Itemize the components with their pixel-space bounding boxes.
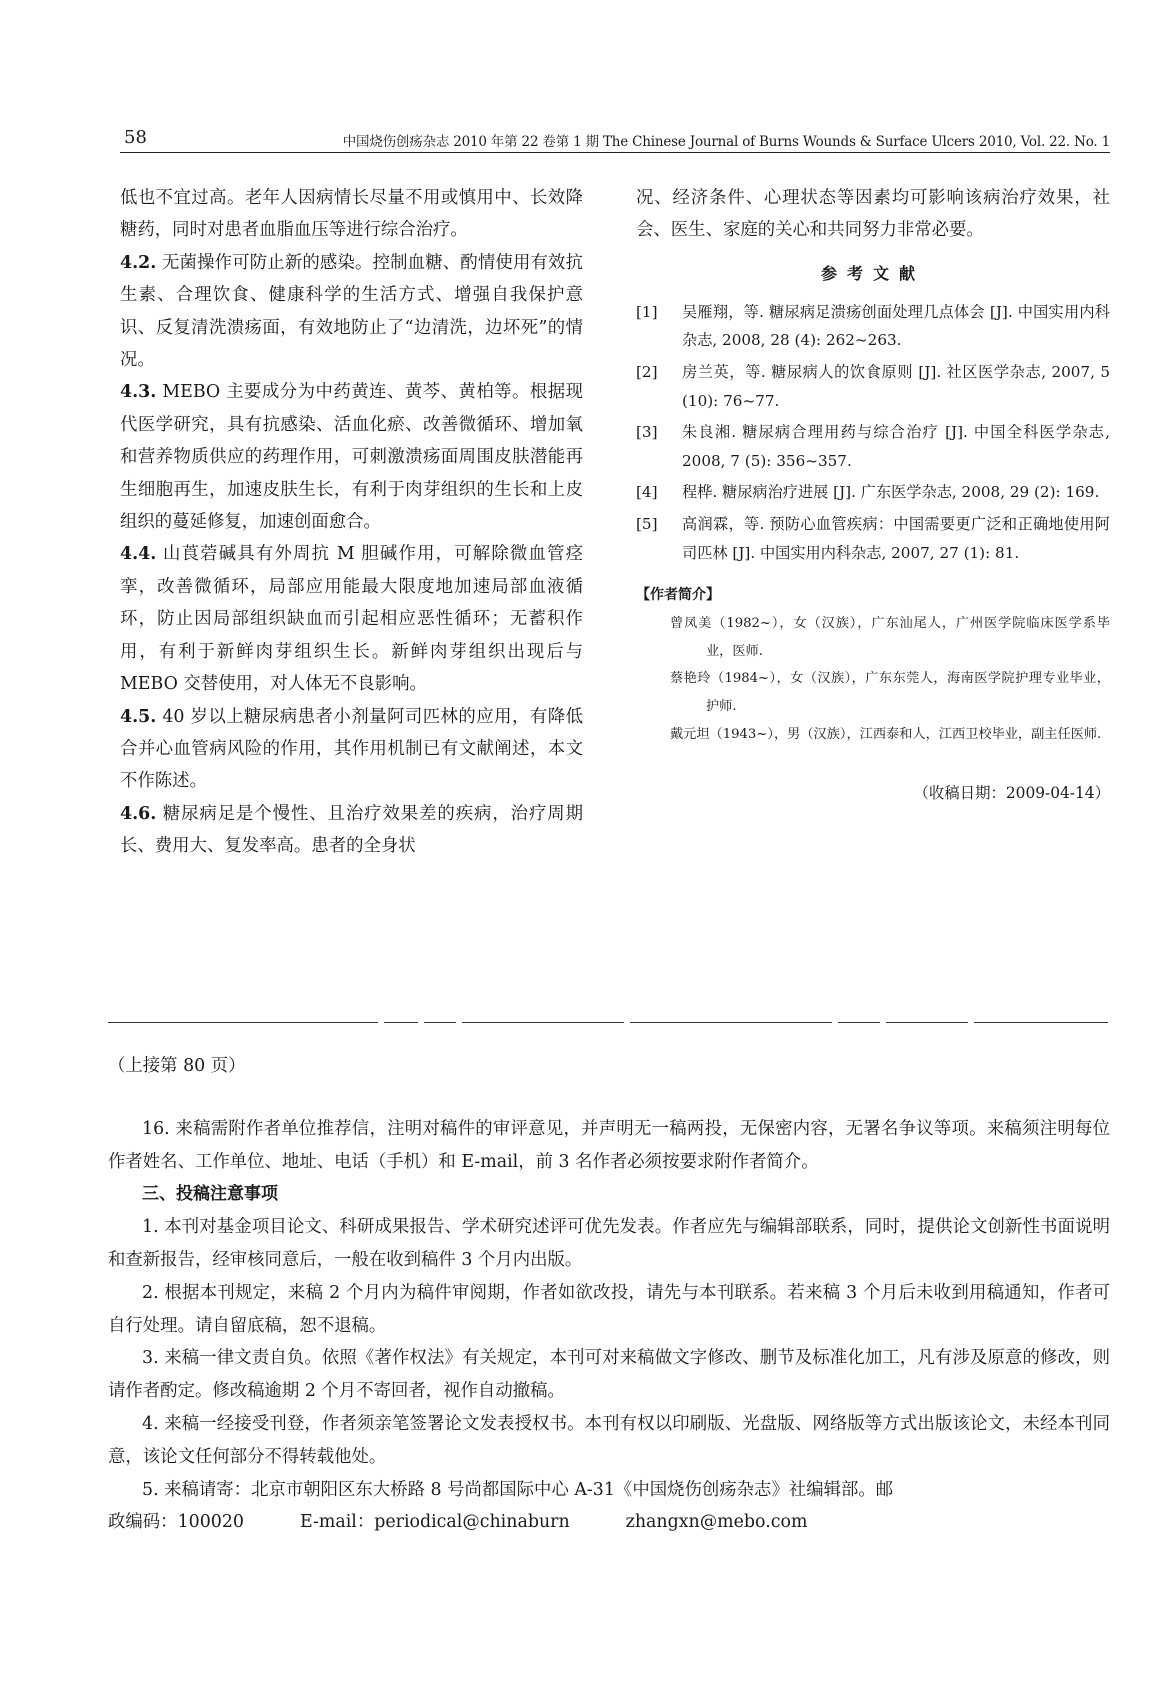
reference-number: [5] <box>636 514 658 533</box>
email-address: E-mail：periodical@chinaburn <box>299 1512 570 1533</box>
section-text: 糖尿病足是个慢性、且治疗效果差的疾病，治疗周期长、费用大、复发率高。患者的全身状 <box>120 803 583 857</box>
author-bio: 戴元坦（1943~），男（汉族），江西泰和人，江西卫校毕业，副主任医师. <box>670 726 1102 742</box>
left-column <box>120 182 583 863</box>
section-4-6 <box>120 798 583 863</box>
reference-text: 程桦. 糖尿病治疗进展 [J]. 广东医学杂志, 2008, 29 (2): 169. <box>682 483 1100 502</box>
reference-number: [1] <box>636 302 658 321</box>
section-number: 4.2. <box>120 252 157 273</box>
section-heading: 三、投稿注意事项 <box>142 1184 278 1205</box>
section-number: 4.6. <box>120 803 157 824</box>
reference-item <box>636 298 1110 355</box>
reference-list <box>636 298 1110 567</box>
journal-running-head: 中国烧伤创疡杂志 2010 年第 22 卷第 1 期 The Chinese Journal of Burns Wounds & Surface Ulcers 2010, Vol. 22. No. 1 <box>342 134 1110 150</box>
continued-paragraph: 况、经济条件、心理状态等因素均可影响该病治疗效果，社会、医生、家庭的关心和共同努力非常必要。 <box>636 188 1110 241</box>
guideline-item: 1. 本刊对基金项目论文、科研成果报告、学术研究述评可优先发表。作者应先与编辑部联系，同时，提供论文创新性书面说明和查新报告，经审核同意后，一般在收到稿件 3 个月内出版。 <box>108 1217 1110 1270</box>
guideline-item: 4. 来稿一经接受刊登，作者须亲笔签署论文发表授权书。本刊有权以印刷版、光盘版、网络版等方式出版该论文，未经本刊同意，该论文任何部分不得转载他处。 <box>108 1413 1110 1467</box>
continued-paragraph: 低也不宜过高。老年人因病情长尽量不用或慎用中、长效降糖药，同时对患者血脂血压等进行综合治疗。 <box>120 188 583 241</box>
section-number: 4.4. <box>120 544 157 565</box>
reference-item <box>636 478 1110 507</box>
reference-item <box>636 358 1110 415</box>
guideline-item: 3. 来稿一律文责自负。依照《著作权法》有关规定，本刊可对来稿做文字修改、删节及标准化加工，凡有涉及原意的修改，则请作者酌定。修改稿逾期 2 个月不寄回者，视作自动撤稿。 <box>108 1348 1110 1402</box>
section-divider <box>108 1022 1108 1023</box>
received-date: （收稿日期：2009-04-14） <box>913 784 1110 803</box>
running-header <box>120 127 1110 153</box>
author-bio-heading: 【作者简介】 <box>636 587 720 604</box>
header-rule <box>120 152 1110 153</box>
section-4-2 <box>120 247 583 377</box>
guideline-16: 16. 来稿需附作者单位推荐信，注明对稿件的审评意见，并声明无一稿两投，无保密内容，无署名争议等项。来稿须注明每位作者姓名、工作单位、地址、电话（手机）和 E-mail，前 3 名作者必须按要求附作者简介。 <box>108 1118 1110 1172</box>
reference-text: 吴雁翔，等. 糖尿病足溃疡创面处理几点体会 [J]. 中国实用内科杂志, 2008, 28 (4): 262~263. <box>682 302 1110 350</box>
author-bio: 曾凤美（1982~），女（汉族），广东汕尾人，广州医学院临床医学系毕业，医师. <box>670 616 1110 659</box>
reference-item <box>636 510 1110 567</box>
reference-text: 房兰英，等. 糖尿病人的饮食原则 [J]. 社区医学杂志, 2007, 5 (10): 76~77. <box>682 363 1110 410</box>
section-text: 40 岁以上糖尿病患者小剂量阿司匹林的应用，有降低合并心血管病风险的作用，其作用机制已有文献阐述，本文不作陈述。 <box>120 706 583 792</box>
section-4-4 <box>120 538 583 700</box>
guideline-item: 2. 根据本刊规定，来稿 2 个月内为稿件审阅期，作者如欲改投，请先与本刊联系。若来稿 3 个月后未收到用稿通知，作者可自行处理。请自留底稿，恕不退稿。 <box>108 1282 1110 1336</box>
section-number: 4.3. <box>120 382 157 403</box>
guideline-item-5: 5. 来稿请寄：北京市朝阳区东大桥路 8 号尚都国际中心 A-31《中国烧伤创疡杂志》社编辑部。邮 <box>142 1479 894 1500</box>
email-address: zhangxn@mebo.com <box>625 1512 808 1533</box>
contact-line <box>108 1506 1110 1539</box>
section-4-3 <box>120 376 583 538</box>
reference-number: [3] <box>636 423 658 442</box>
reference-text: 朱良湘. 糖尿病合理用药与综合治疗 [J]. 中国全科医学杂志, 2008, 7 (5): 356~357. <box>682 423 1110 470</box>
page-number: 58 <box>124 127 147 148</box>
section-text: 山莨菪碱具有外周抗 M 胆碱作用，可解除微血管痉挛，改善微循环，局部应用能最大限度地加速局部血液循环，防止因局部组织缺血而引起相应恶性循环；无蓄积作用，有利于新鲜肉芽组织生长。新鲜肉芽组织出现后与 MEBO 交替使用，对人体无不良影响。 <box>120 544 584 695</box>
section-text: MEBO 主要成分为中药黄连、黄芩、黄柏等。根据现代医学研究，具有抗感染、活血化瘀、改善微循环、增加氧和营养物质供应的药理作用，可刺激溃疡面周围皮肤潜能再生细胞再生，加速皮肤生长，有利于肉芽组织的生长和上皮组织的蔓延修复，加速创面愈合。 <box>120 382 583 533</box>
section-text: 无菌操作可防止新的感染。控制血糖、酌情使用有效抗生素、合理饮食、健康科学的生活方式、增强自我保护意识、反复清洗溃疡面，有效地防止了“边清洗，边坏死”的情况。 <box>120 252 583 371</box>
right-column <box>636 182 1110 807</box>
section-4-5 <box>120 701 583 798</box>
section-number: 4.5. <box>120 706 157 727</box>
submission-guidelines <box>108 1050 1110 1539</box>
reference-text: 高润霖，等. 预防心血管疾病：中国需要更广泛和正确地使用阿司匹林 [J]. 中国实用内科杂志, 2007, 27 (1): 81. <box>682 514 1110 562</box>
continued-from-note: （上接第 80 页） <box>108 1056 246 1076</box>
author-bio: 蔡艳玲（1984~），女（汉族），广东东莞人，海南医学院护理专业毕业，护师. <box>670 671 1110 714</box>
reference-number: [2] <box>636 363 658 381</box>
postal-code: 政编码：100020 <box>108 1512 244 1533</box>
reference-number: [4] <box>636 483 658 502</box>
reference-item <box>636 418 1110 475</box>
references-title: 参考文献 <box>820 263 925 283</box>
